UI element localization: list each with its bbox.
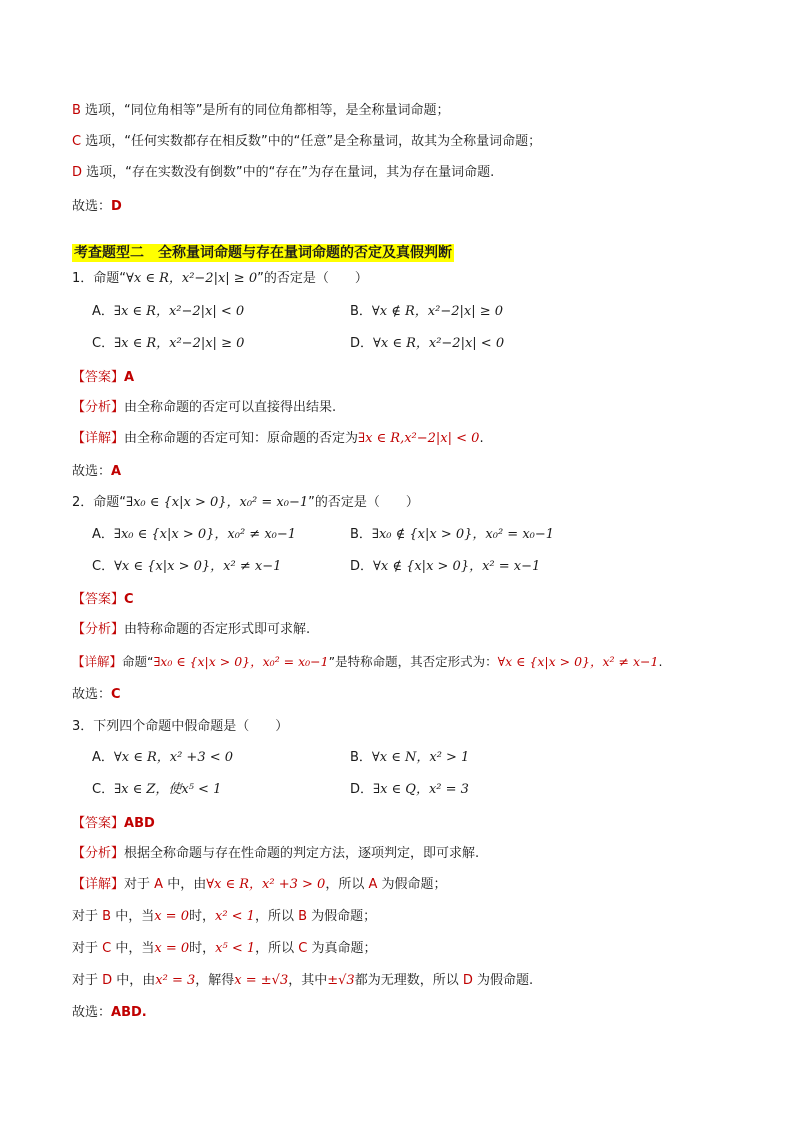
q3-detail-line-4	[72, 972, 533, 990]
option-math: ∃x ∈ R，x²−2|x| < 0	[113, 304, 245, 319]
q1-answer	[72, 369, 134, 387]
detail-text: 中，由	[112, 973, 156, 988]
detail-text: 为假命题；	[307, 909, 377, 924]
detail-text: 时，	[189, 941, 216, 956]
option-label: C．	[92, 782, 115, 797]
option-letter: B	[298, 909, 308, 924]
conclusion-answer: ABD.	[111, 1005, 147, 1020]
option-label: A．	[92, 304, 114, 319]
q1-option-d	[350, 335, 504, 353]
option-math: ∀x ∈ {x|x > 0}，x² ≠ x−1	[114, 559, 282, 574]
option-label: D．	[350, 336, 374, 351]
q2-option-d	[350, 558, 540, 576]
option-label: A．	[92, 750, 114, 765]
option-letter: C	[102, 941, 112, 956]
intro-b-line	[72, 102, 450, 120]
option-label: D．	[350, 559, 374, 574]
analysis-text: 由特称命题的否定形式即可求解.	[124, 622, 311, 637]
stem-post: ”的否定是（ ）	[308, 495, 419, 510]
q2-option-b	[350, 526, 554, 544]
detail-math: x = 0	[154, 941, 190, 956]
detail-text: 为假命题.	[472, 973, 534, 988]
answer-value: A	[124, 370, 135, 385]
q1-option-c	[92, 335, 244, 353]
detail-text: ，所以	[325, 877, 369, 892]
detail-text: 对于	[72, 973, 103, 988]
conclusion-answer: D	[111, 199, 122, 214]
detail-text: ，所以	[254, 909, 299, 924]
q3-conclusion	[72, 1004, 147, 1022]
conclusion-answer: C	[111, 687, 121, 702]
detail-math: ∃x₀ ∈ {x|x > 0}，x₀² = x₀−1	[153, 654, 329, 669]
option-label: C．	[92, 336, 115, 351]
option-label: B．	[350, 527, 372, 542]
q1-option-b	[350, 303, 503, 321]
q3-option-b	[350, 749, 469, 767]
question-3-stem	[72, 718, 288, 736]
analysis-tag: 【分析】	[72, 846, 125, 861]
detail-math: x = ±√3	[234, 973, 289, 988]
option-math: ∀x ∈ R，x² +3 < 0	[113, 750, 234, 765]
option-label: D．	[350, 782, 374, 797]
intro-text: 选项，“任何实数都存在相反数”中的“任意”是全称量词，故其为全称量词命题；	[81, 134, 542, 149]
q1-option-a	[92, 303, 244, 321]
option-letter: D	[72, 165, 83, 180]
question-1-stem	[72, 270, 368, 288]
option-label: B．	[350, 750, 372, 765]
q2-answer	[72, 591, 134, 609]
section-title-text: 考查题型二 全称量词命题与存在量词命题的否定及真假判断	[74, 245, 452, 261]
option-letter: D	[102, 973, 113, 988]
detail-post: .	[658, 654, 663, 669]
conclusion-label: 故选：	[72, 464, 112, 479]
detail-pre: 命题“	[122, 654, 154, 669]
detail-text: ，解得	[195, 973, 235, 988]
stem-post: ”的否定是（ ）	[257, 271, 368, 286]
intro-text: 选项，“同位角相等”是所有的同位角都相等，是全称量词命题；	[80, 103, 450, 118]
q1-analysis	[72, 399, 336, 417]
detail-math: x² < 1	[214, 909, 255, 924]
option-math: ∃x ∈ Z，使x⁵ < 1	[114, 782, 222, 797]
detail-tag: 【详解】	[72, 877, 125, 892]
analysis-tag: 【分析】	[72, 400, 125, 415]
detail-post: .	[479, 431, 484, 446]
intro-conclusion	[72, 198, 122, 216]
analysis-text: 由全称命题的否定可以直接得出结果.	[124, 400, 337, 415]
conclusion-label: 故选：	[72, 687, 112, 702]
conclusion-label: 故选：	[72, 1005, 112, 1020]
conclusion-answer: A	[111, 464, 122, 479]
detail-text: 中，当	[111, 909, 155, 924]
stem-pre: 1．命题“	[72, 271, 127, 286]
option-letter: C	[72, 134, 82, 149]
stem-pre: 3．下列四个命题中假命题是（ ）	[72, 719, 289, 734]
detail-text: 中，由	[163, 877, 207, 892]
stem-pre: 2．命题“	[72, 495, 127, 510]
stem-math: ∃x₀ ∈ {x|x > 0}，x₀² = x₀−1	[126, 495, 309, 510]
detail-tag: 【详解】	[72, 654, 123, 669]
detail-text: 对于	[124, 877, 155, 892]
detail-text: 为真命题；	[307, 941, 377, 956]
option-letter: A	[154, 877, 164, 892]
detail-math: ∃x ∈ R,x²−2|x| < 0	[358, 431, 480, 446]
option-label: B．	[350, 304, 372, 319]
option-label: A．	[92, 527, 114, 542]
detail-mid: ”是特称命题，其否定形式为：	[328, 654, 498, 669]
section-title	[72, 244, 454, 263]
detail-tag: 【详解】	[72, 431, 125, 446]
option-letter: B	[72, 103, 81, 118]
detail-text: 对于	[72, 909, 103, 924]
q3-detail-line-2	[72, 908, 376, 926]
q3-analysis	[72, 845, 479, 863]
option-math: ∃x ∈ R，x²−2|x| ≥ 0	[114, 336, 245, 351]
answer-value: ABD	[124, 816, 155, 831]
detail-text: ，所以	[255, 941, 299, 956]
answer-tag: 【答案】	[72, 816, 125, 831]
option-label: C．	[92, 559, 115, 574]
question-2-stem	[72, 494, 419, 512]
q3-detail-line-3	[72, 940, 376, 958]
q3-detail-line-1	[72, 876, 447, 894]
option-math: ∀x ∉ R，x²−2|x| ≥ 0	[371, 304, 504, 319]
analysis-tag: 【分析】	[72, 622, 125, 637]
stem-math: ∀x ∈ R，x²−2|x| ≥ 0	[126, 271, 258, 286]
option-math: ∀x ∉ {x|x > 0}，x² = x−1	[373, 559, 541, 574]
intro-d-line	[72, 164, 494, 182]
detail-math: x⁵ < 1	[215, 941, 256, 956]
option-math: ∃x ∈ Q，x² = 3	[373, 782, 469, 797]
detail-pre: 由全称命题的否定可知：原命题的否定为	[124, 431, 359, 446]
q3-option-d	[350, 781, 469, 799]
option-letter: C	[298, 941, 308, 956]
q1-conclusion	[72, 463, 121, 481]
q3-answer	[72, 815, 155, 833]
detail-math: x = 0	[154, 909, 189, 924]
detail-text: 都为无理数，所以	[354, 973, 463, 988]
q2-detail	[72, 653, 662, 671]
detail-math: x² = 3	[155, 973, 196, 988]
q3-option-a	[92, 749, 233, 767]
answer-tag: 【答案】	[72, 370, 125, 385]
option-math: ∃x₀ ∈ {x|x > 0}，x₀² ≠ x₀−1	[113, 527, 297, 542]
option-math: ∃x₀ ∉ {x|x > 0}，x₀² = x₀−1	[371, 527, 555, 542]
intro-text: 选项，“存在实数没有倒数”中的“存在”为存在量词，其为存在量词命题.	[82, 165, 495, 180]
option-letter: A	[368, 877, 378, 892]
q2-conclusion	[72, 686, 121, 704]
detail-math: ∀x ∈ R，x² +3 > 0	[206, 877, 326, 892]
detail-text: 为假命题；	[377, 877, 447, 892]
intro-c-line	[72, 133, 541, 151]
q2-analysis	[72, 621, 310, 639]
detail-text: 对于	[72, 941, 103, 956]
analysis-text: 根据全称命题与存在性命题的判定方法，逐项判定，即可求解.	[124, 846, 480, 861]
detail-math: ±√3	[327, 973, 355, 988]
option-math: ∀x ∈ N，x² > 1	[371, 750, 470, 765]
answer-tag: 【答案】	[72, 592, 125, 607]
conclusion-label: 故选：	[72, 199, 112, 214]
detail-text: ，其中	[288, 973, 328, 988]
detail-math: ∀x ∈ {x|x > 0}，x² ≠ x−1	[497, 654, 659, 669]
q1-detail	[72, 430, 484, 448]
q2-option-c	[92, 558, 281, 576]
option-letter: B	[102, 909, 112, 924]
answer-value: C	[124, 592, 134, 607]
detail-text: 中，当	[111, 941, 155, 956]
option-math: ∀x ∈ R，x²−2|x| < 0	[373, 336, 505, 351]
q2-option-a	[92, 526, 296, 544]
option-letter: D	[462, 973, 473, 988]
detail-text: 时，	[188, 909, 215, 924]
q3-option-c	[92, 781, 221, 799]
